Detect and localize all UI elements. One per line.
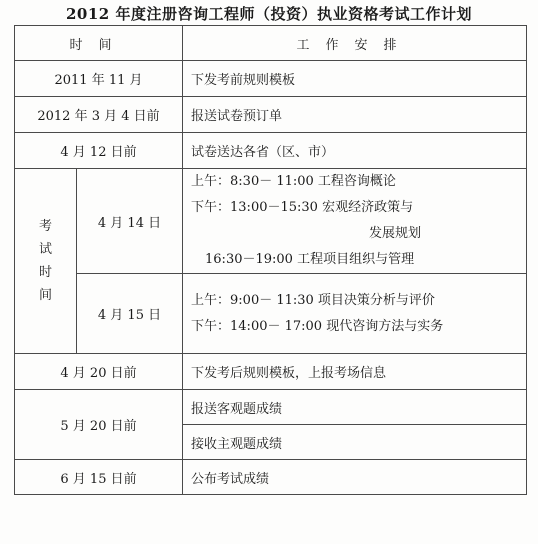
table-row <box>15 354 527 390</box>
exam-label-char: 间 <box>38 288 52 303</box>
schedule-line: 16:30－19:00 工程项目组织与管理 <box>205 252 415 267</box>
row-time: 4 月 20 日前 <box>15 354 183 390</box>
table-row-exam-day2 <box>15 274 527 354</box>
exam-date: 4 月 15 日 <box>77 274 183 354</box>
row-work: 公布考试成绩 <box>183 460 527 495</box>
schedule-table <box>14 25 527 495</box>
exam-time-label <box>15 169 77 354</box>
table-header-row <box>15 26 527 61</box>
row-work: 试卷送达各省（区、市） <box>183 133 527 169</box>
row-time: 4 月 12 日前 <box>15 133 183 169</box>
row-work: 下发考前规则模板 <box>183 61 527 97</box>
exam-schedule <box>183 169 527 274</box>
header-work: 工作安排 <box>183 26 527 61</box>
table-row-exam-day1 <box>15 169 527 274</box>
exam-label-char: 时 <box>38 265 52 280</box>
row-work: 报送客观题成绩 <box>183 390 527 425</box>
row-work: 接收主观题成绩 <box>183 425 527 460</box>
schedule-line: 下午：14:00－ 17:00 现代咨询方法与实务 <box>191 318 444 334</box>
row-work: 下发考后规则模板，上报考场信息 <box>183 354 527 390</box>
exam-date: 4 月 14 日 <box>77 169 183 274</box>
row-time: 6 月 15 日前 <box>15 460 183 495</box>
schedule-line: 发展规划 <box>369 226 422 241</box>
table-row <box>15 97 527 133</box>
row-work: 报送试卷预订单 <box>183 97 527 133</box>
exam-schedule <box>183 274 527 354</box>
row-time: 2012 年 3 月 4 日前 <box>15 97 183 133</box>
schedule-line: 下午：13:00－15:30 宏观经济政策与 <box>191 200 414 215</box>
document-title: 2012 年度注册咨询工程师（投资）执业资格考试工作计划 <box>66 5 472 23</box>
schedule-line: 上午：8:30－ 11:00 工程咨询概论 <box>191 174 396 189</box>
table-row <box>15 460 527 495</box>
table-row <box>15 133 527 169</box>
row-time: 5 月 20 日前 <box>15 390 183 460</box>
row-time: 2011 年 11 月 <box>15 61 183 97</box>
exam-label-char: 考 <box>38 219 52 234</box>
exam-label-char: 试 <box>38 242 52 257</box>
schedule-line: 上午：9:00－ 11:30 项目决策分析与评价 <box>191 292 435 308</box>
header-time: 时间 <box>15 26 183 61</box>
table-row <box>15 390 527 425</box>
table-row <box>15 61 527 97</box>
